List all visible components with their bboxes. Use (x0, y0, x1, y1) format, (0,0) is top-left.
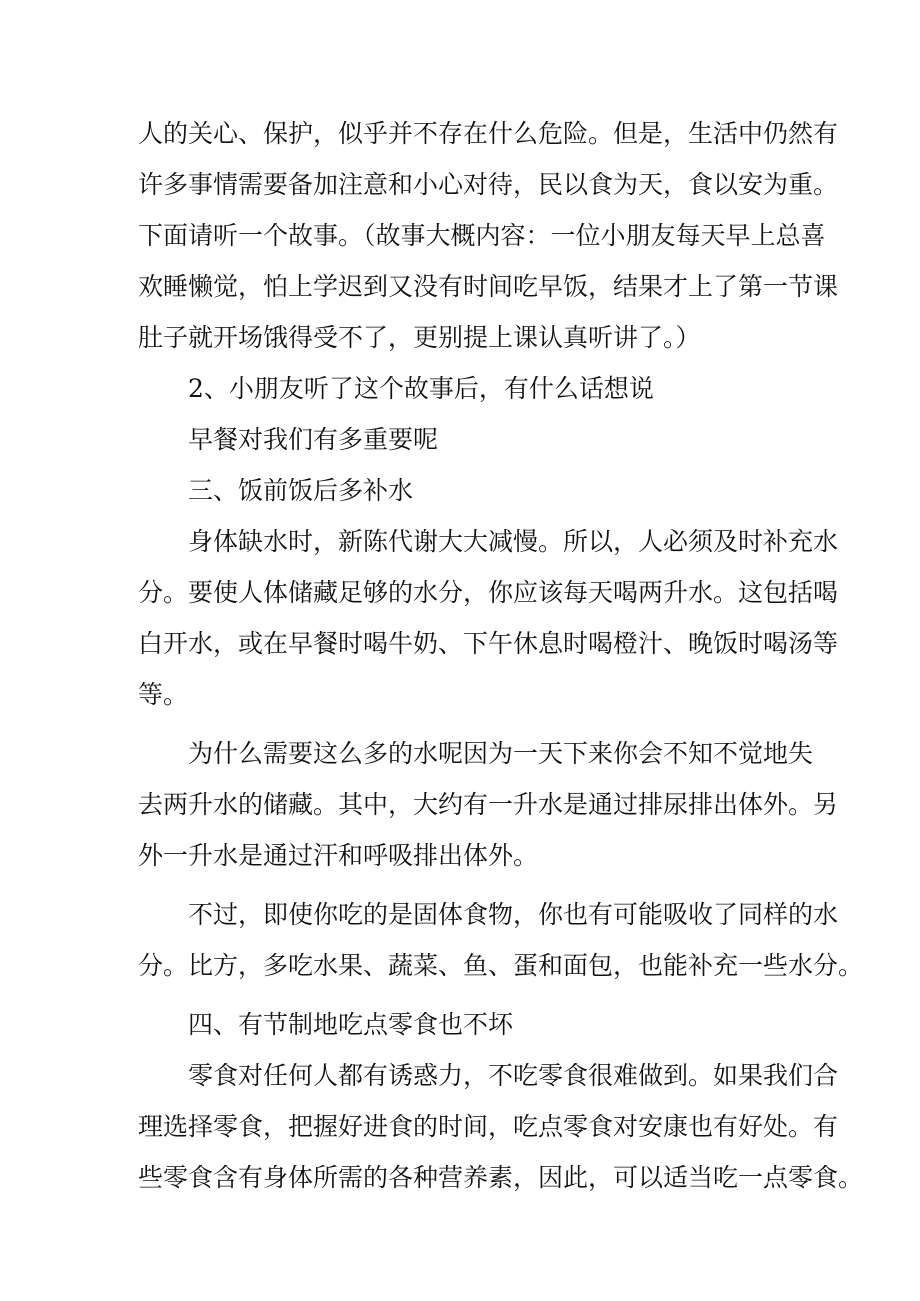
text-line: 人的关心、保护，似乎并不存在什么危险。但是，生活中仍然有 (138, 119, 839, 148)
text-line: 欢睡懒觉，怕上学迟到又没有时间吃早饭，结果才上了第一节课 (138, 272, 839, 301)
text-line: 肚子就开场饿得受不了，更别提上课认真听讲了。） (138, 323, 701, 352)
text-line: 些零食含有身体所需的各种营养素，因此，可以适当吃一点零食。 (138, 1163, 864, 1192)
text-line: 身体缺水时，新陈代谢大大减慢。所以，人必须及时补充水 (188, 527, 839, 556)
section-heading: 三、饭前饭后多补水 (188, 476, 414, 505)
text-line: 2、小朋友听了这个故事后，有什么话想说 (188, 374, 654, 403)
text-line: 早餐对我们有多重要呢 (188, 425, 439, 454)
text-line: 零食对任何人都有诱惑力，不吃零食很难做到。如果我们合 (188, 1061, 839, 1090)
text-line: 理选择零食，把握好进食的时间，吃点零食对安康也有好处。有 (138, 1112, 839, 1141)
document-body (138, 108, 864, 1203)
text-line: 等。 (138, 680, 189, 709)
text-line: 为什么需要这么多的水呢因为一天下来你会不知不觉地失 (188, 739, 814, 768)
section-heading: 四、有节制地吃点零食也不坏 (188, 1010, 514, 1039)
text-line: 不过，即使你吃的是固体食物，你也有可能吸收了同样的水 (188, 900, 839, 929)
text-line: 白开水，或在早餐时喝牛奶、下午休息时喝橙汁、晚饭时喝汤等 (138, 629, 839, 658)
text-line: 下面请听一个故事。（故事大概内容：一位小朋友每天早上总喜 (138, 221, 826, 250)
text-line: 分。要使人体储藏足够的水分，你应该每天喝两升水。这包括喝 (138, 578, 839, 607)
text-line: 去两升水的储藏。其中，大约有一升水是通过排尿排出体外。另 (138, 790, 839, 819)
text-line: 许多事情需要备加注意和小心对待，民以食为天，食以安为重。 (138, 170, 839, 199)
text-line: 分。比方，多吃水果、蔬菜、鱼、蛋和面包，也能补充一些水分。 (138, 951, 864, 980)
text-line: 外一升水是通过汗和呼吸排出体外。 (138, 841, 539, 870)
